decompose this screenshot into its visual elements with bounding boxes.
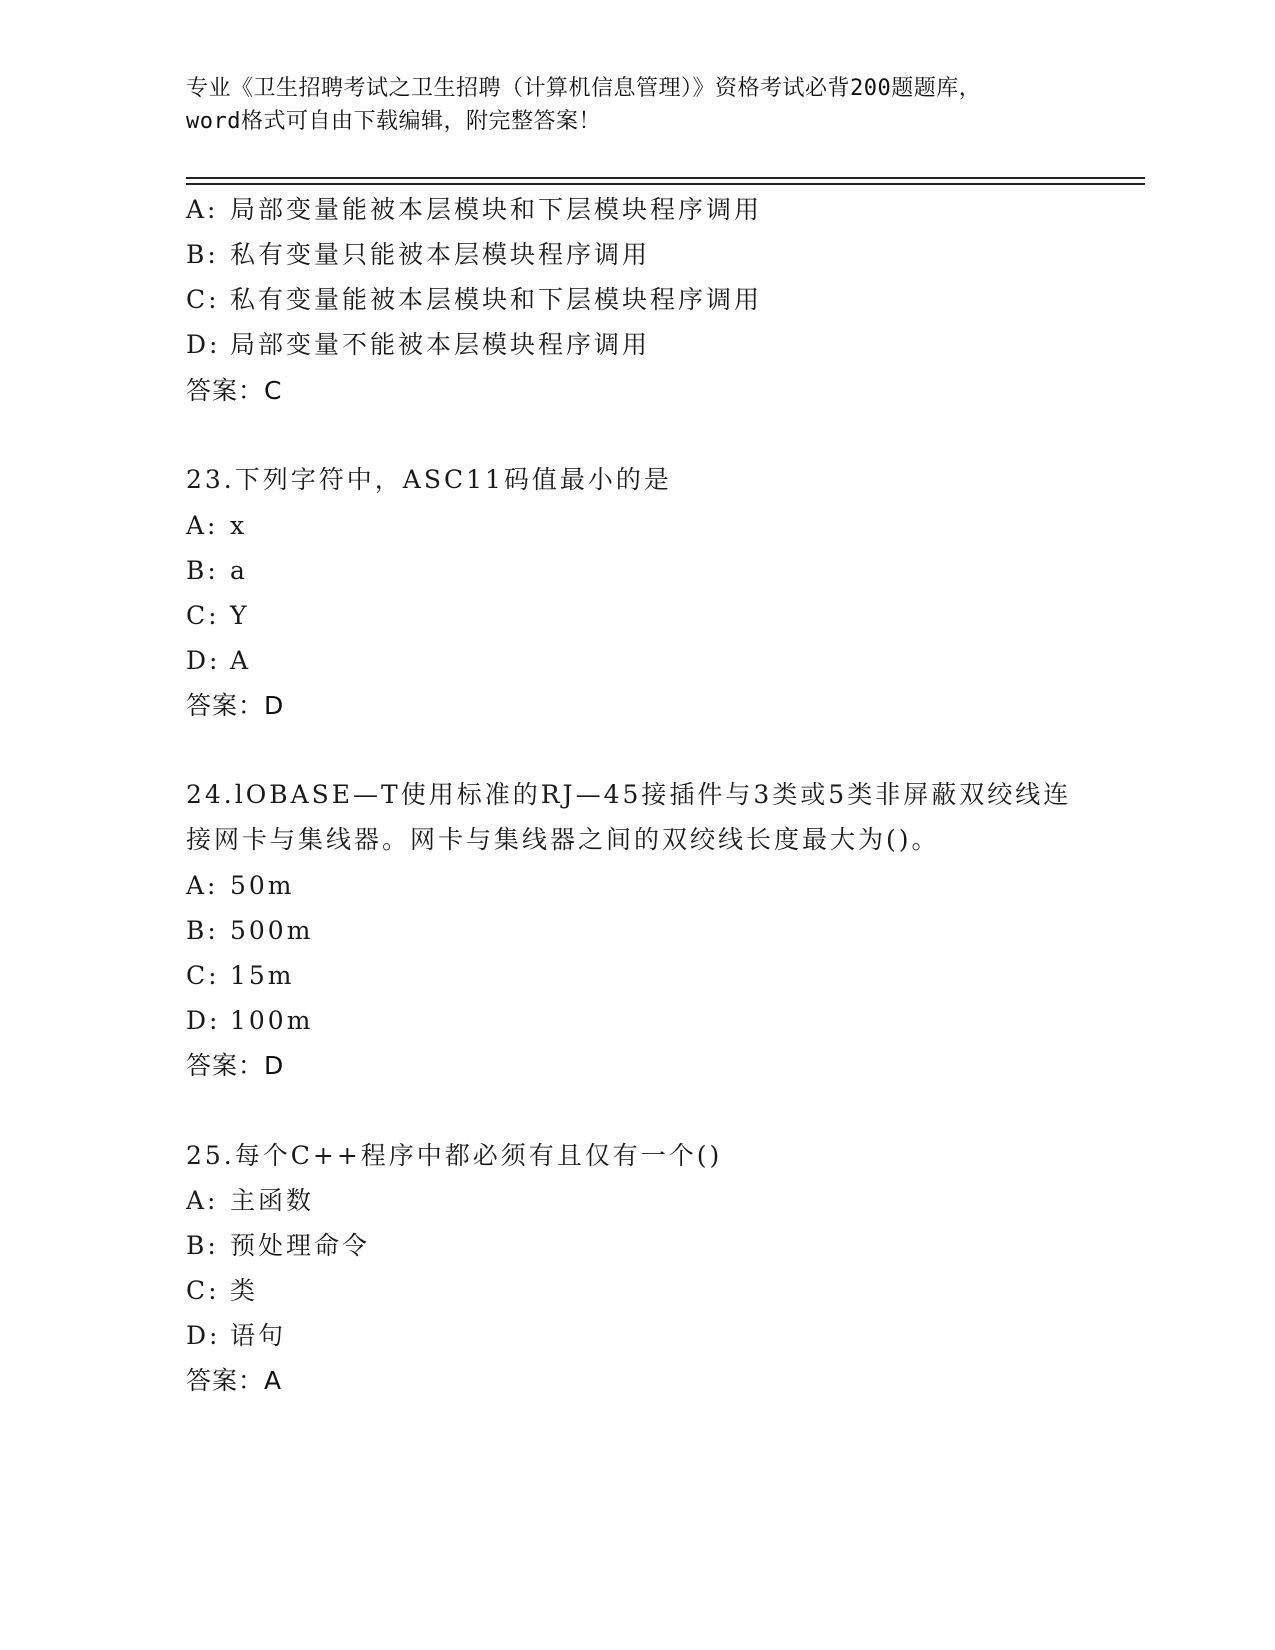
option-text: 类: [230, 1276, 259, 1305]
option-text: 私有变量只能被本层模块程序调用: [230, 240, 651, 269]
q22-option-b: [186, 240, 650, 270]
q23-question: 23.下列字符中，ASC11码值最小的是: [186, 465, 672, 494]
q24-option-b: [186, 916, 313, 946]
q25-question: 25.每个C++程序中都必须有且仅有一个(): [186, 1141, 723, 1170]
q22-option-a: [186, 195, 762, 225]
option-text: a: [230, 556, 248, 585]
q24-answer: 答案：D: [186, 1051, 285, 1080]
option-text: 50m: [230, 871, 295, 900]
document-header: [186, 72, 1086, 138]
option-letter: B:: [186, 916, 219, 945]
q25-option-b: [186, 1231, 370, 1261]
option-letter: C:: [186, 961, 220, 990]
option-letter: B:: [186, 1231, 219, 1260]
q23-option-b: [186, 556, 248, 586]
option-text: A: [230, 646, 252, 675]
option-letter: A:: [186, 195, 219, 224]
option-letter: C:: [186, 601, 220, 630]
option-text: Y: [230, 601, 250, 630]
q23-answer: 答案：D: [186, 691, 285, 720]
q25-option-c: [186, 1276, 258, 1306]
q23-option-c: [186, 601, 250, 631]
option-text: 局部变量能被本层模块和下层模块程序调用: [230, 195, 763, 224]
option-text: 语句: [230, 1321, 287, 1350]
q22-answer: 答案：C: [186, 376, 283, 405]
q25-option-d: [186, 1321, 286, 1351]
option-text: 500m: [230, 916, 314, 945]
option-letter: D:: [186, 330, 221, 359]
option-letter: D:: [186, 1321, 221, 1350]
option-text: 主函数: [230, 1186, 315, 1215]
header-divider-top: [186, 177, 1145, 179]
option-text: 15m: [230, 961, 295, 990]
option-text: 100m: [230, 1006, 314, 1035]
q22-option-d: [186, 330, 650, 360]
q25-answer: 答案：A: [186, 1366, 283, 1395]
option-text: x: [230, 511, 248, 540]
q24-question-line-1: 24.lOBASE—T使用标准的RJ—45接插件与3类或5类非屏蔽双绞线连: [186, 780, 1072, 809]
option-text: 局部变量不能被本层模块程序调用: [230, 330, 651, 359]
option-letter: D:: [186, 646, 221, 675]
option-letter: D:: [186, 1006, 221, 1035]
q25-option-a: [186, 1186, 314, 1216]
option-text: 预处理命令: [230, 1231, 371, 1260]
q24-option-c: [186, 961, 295, 991]
option-text: 私有变量能被本层模块和下层模块程序调用: [230, 285, 763, 314]
q23-option-a: [186, 511, 247, 541]
q24-option-a: [186, 871, 295, 901]
header-line-1: 专业《卫生招聘考试之卫生招聘（计算机信息管理）》资格考试必背200题题库，: [186, 76, 982, 101]
option-letter: B:: [186, 556, 219, 585]
header-divider-bottom: [186, 183, 1145, 185]
option-letter: C:: [186, 1276, 220, 1305]
q24-question-line-2: 接网卡与集线器。网卡与集线器之间的双绞线长度最大为()。: [186, 825, 940, 854]
q24-option-d: [186, 1006, 313, 1036]
option-letter: A:: [186, 1186, 219, 1215]
q22-option-c: [186, 285, 762, 315]
q23-option-d: [186, 646, 251, 676]
option-letter: A:: [186, 871, 219, 900]
option-letter: C:: [186, 285, 220, 314]
option-letter: B:: [186, 240, 219, 269]
header-line-2: word格式可自由下载编辑，附完整答案！: [186, 109, 601, 134]
option-letter: A:: [186, 511, 219, 540]
